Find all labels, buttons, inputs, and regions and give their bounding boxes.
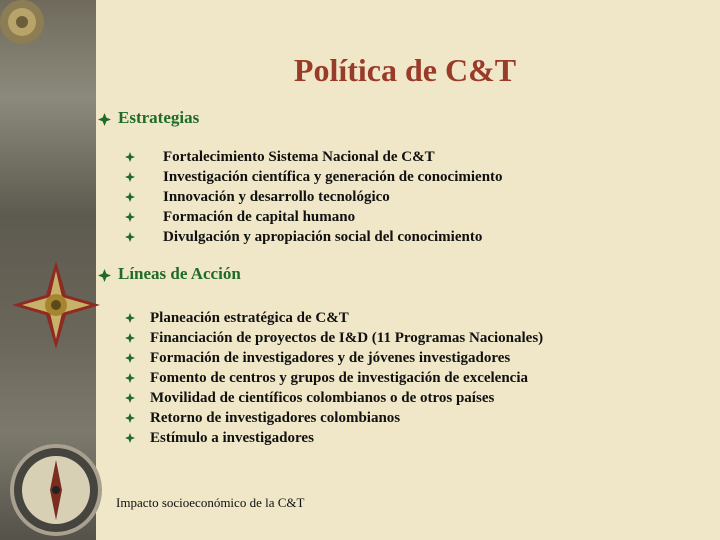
list-item-text: Formación de capital humano (163, 209, 356, 225)
diamond-bullet-icon (125, 373, 135, 383)
diamond-bullet-icon (98, 113, 111, 126)
list-item-text: Innovación y desarrollo tecnológico (163, 189, 390, 205)
list-item-text: Retorno de investigadores colombianos (150, 410, 401, 426)
section-heading-estrategias: Estrategias (118, 108, 200, 127)
list-item-text: Movilidad de científicos colombianos o de otros países (150, 390, 495, 406)
list-item-text: Formación de investigadores y de jóvenes investigadores (150, 350, 511, 366)
list-item-text: Fortalecimiento Sistema Nacional de C&T (163, 149, 435, 165)
diamond-bullet-icon (125, 212, 135, 222)
slide-footer: Impacto socioeconómico de la C&T (116, 495, 305, 510)
decorative-sidebar (0, 0, 96, 540)
diamond-bullet-icon (125, 433, 135, 443)
diamond-bullet-icon (125, 393, 135, 403)
diamond-bullet-icon (125, 313, 135, 323)
diamond-bullet-icon (125, 232, 135, 242)
diamond-bullet-icon (125, 413, 135, 423)
medal-cross-icon (6, 255, 106, 365)
diamond-bullet-icon (125, 152, 135, 162)
slide-title: Política de C&T (293, 52, 517, 88)
list-item-text: Financiación de proyectos de I&D (11 Programas Nacionales) (150, 330, 544, 346)
diamond-bullet-icon (125, 172, 135, 182)
diamond-bullet-icon (125, 333, 135, 343)
list-item-text: Divulgación y apropiación social del conocimiento (163, 229, 483, 245)
list-item-text: Estímulo a investigadores (150, 430, 314, 446)
section-heading-lineas-de-accion: Líneas de Acción (118, 264, 241, 283)
compass-icon (8, 440, 104, 540)
list-item-text: Planeación estratégica de C&T (150, 310, 349, 326)
diamond-bullet-icon (125, 353, 135, 363)
rosette-icon (0, 0, 60, 80)
list-item-text: Fomento de centros y grupos de investigación de excelencia (150, 370, 529, 386)
diamond-bullet-icon (98, 269, 111, 282)
list-item-text: Investigación científica y generación de conocimiento (163, 169, 503, 185)
diamond-bullet-icon (125, 192, 135, 202)
